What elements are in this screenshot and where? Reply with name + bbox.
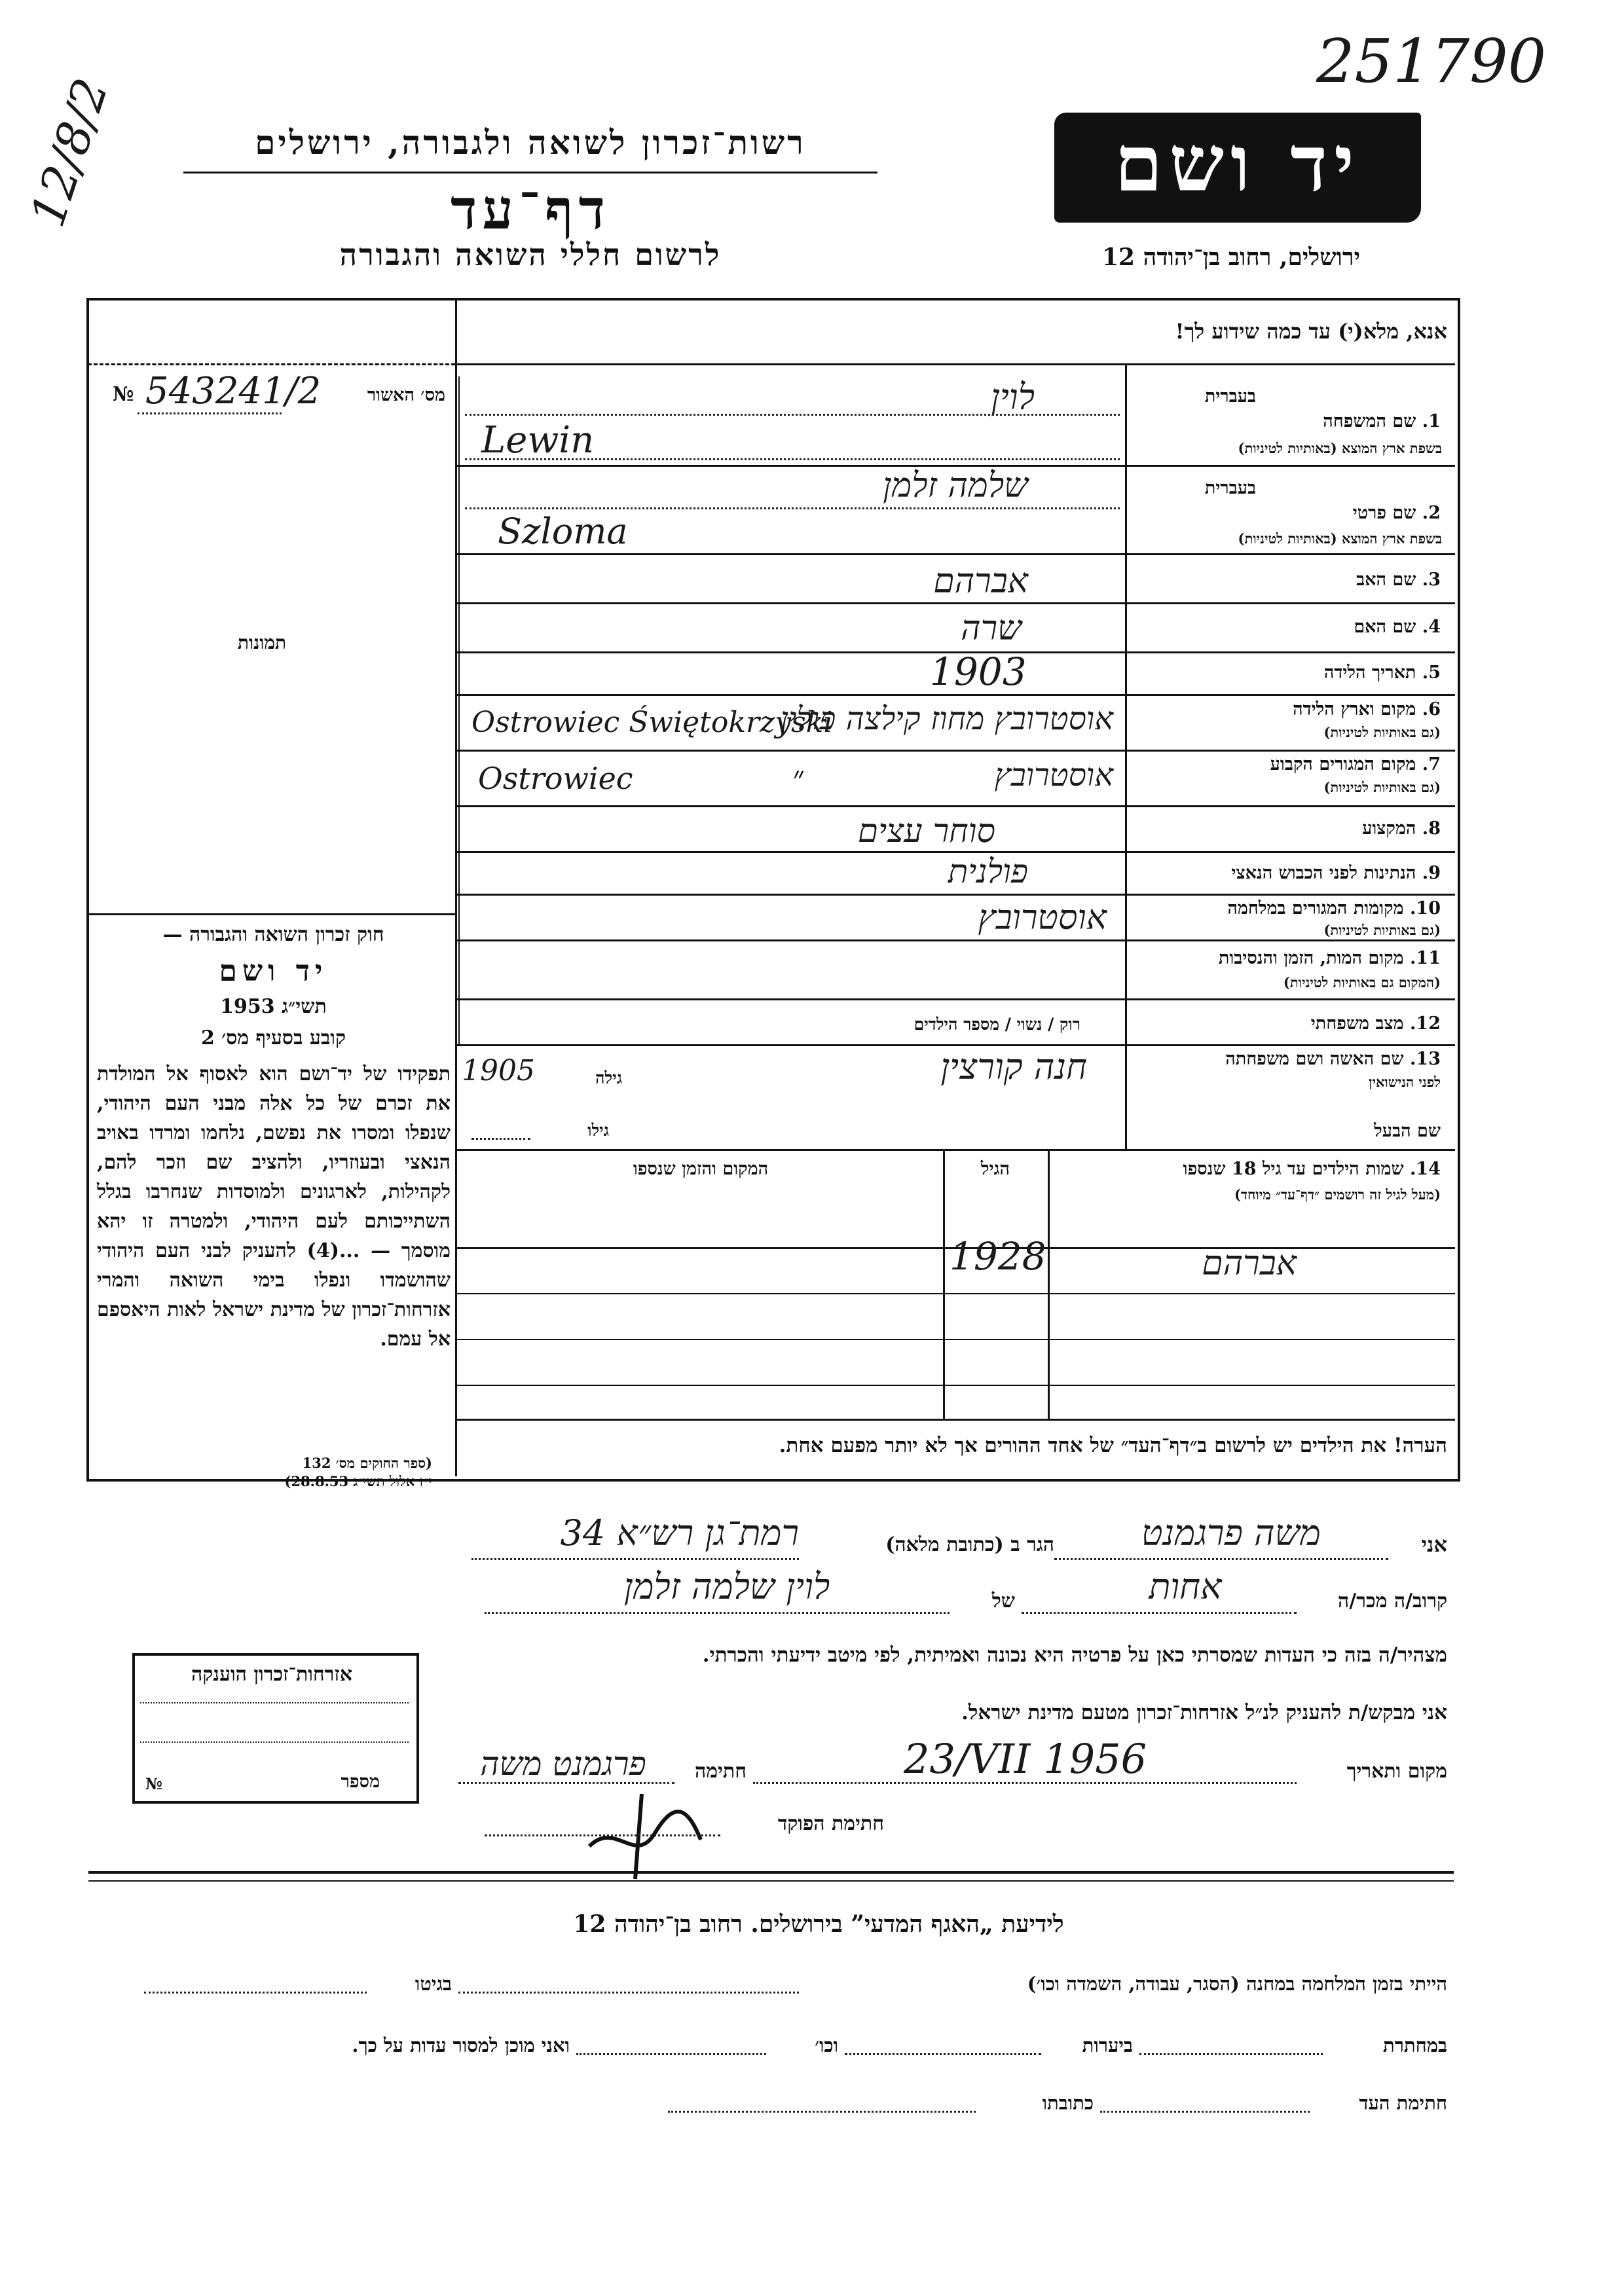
margin-note: 12/8/2 (20, 71, 119, 233)
f1-hebrew-tag: בעברית (1204, 386, 1256, 407)
decl-name: משה פרגמנט (1141, 1512, 1321, 1554)
decl-of-label: של (991, 1590, 1015, 1613)
decl-i-label: אני (1421, 1532, 1447, 1557)
decl-signature-label: חתימה (695, 1760, 747, 1783)
address: ירושלים, רחוב בן־יהודה 12 (1101, 244, 1361, 271)
f9-value: פולנית (948, 852, 1028, 890)
f8-label: 8. המקצוע (1362, 818, 1441, 839)
footer-ghetto: בגיטו (415, 1973, 452, 1995)
law-clause: קובע בסעיף מס׳ 2 (200, 1027, 346, 1049)
law-logo: יד ושם (219, 955, 328, 988)
f10-sub: (גם באותיות לטיניות) (1323, 922, 1441, 938)
f11-label: 11. מקום המות, הזמן והנסיבות (1218, 948, 1441, 968)
f11-sub: (המקום גם באותיות לטיניות) (1283, 974, 1441, 991)
decl-statement: מצהיר/ה בזה כי העדות שמסרתי כאן על פרטיה היא נכונה ואמיתית, לפי מיטב ידיעתי והכרתי. (702, 1643, 1447, 1667)
decl-address: רמת־גן רש״א 34 (560, 1512, 799, 1554)
child-age: 1928 (950, 1234, 1046, 1279)
f7-ditto: ״ (792, 759, 805, 796)
decl-place-date-label: מקום ותאריך (1346, 1760, 1447, 1783)
f2-latin-value: Szloma (498, 511, 628, 552)
f2-sub: בשפת ארץ המוצא (באותיות לטיניות) (1238, 530, 1442, 547)
law-title: חוק זכרון השואה והגבורה — (162, 923, 384, 946)
f5-label: 5. תאריך הלידה (1323, 663, 1441, 683)
f2-label: 2. שם פרטי (1352, 503, 1441, 523)
f2-hebrew-value: שלמה זלמן (883, 466, 1028, 505)
note-text: הערה! את הילדים יש לרשום ב״דף־העד״ של אחד ההורים אך לא יותר מפעם אחת. (779, 1434, 1447, 1457)
page-number-handwritten: 251790 (1316, 26, 1547, 96)
f13-sub: לפני הנישואין (1369, 1074, 1441, 1090)
f3-value: אברהם (933, 562, 1028, 601)
husband-age-label: גילו (587, 1121, 609, 1140)
f13-value: חנה קורצין (940, 1046, 1087, 1087)
footer-witness-signature: חתימת העד (1359, 2092, 1447, 2114)
footer-address: כתובתו (1042, 2092, 1094, 2114)
f10-value: אוסטרובץ (978, 898, 1107, 938)
intro-text: אנא, מלא(י) עד כמה שידוע לך! (1175, 319, 1447, 344)
f7-sub: (גם באותיות לטיניות) (1323, 779, 1441, 795)
approval-label: מס׳ האשור (367, 385, 445, 405)
decl-signature: פרגמנט משה (480, 1745, 646, 1783)
f14-age-col: הגיל (980, 1159, 1010, 1179)
law-year: תשי״ג 1953 (220, 995, 327, 1018)
f3-label: 3. שם האב (1356, 570, 1441, 590)
logo-text: יד ושם (1114, 118, 1361, 209)
f7-latin: Ostrowiec (478, 761, 633, 796)
citizenship-title: אזרחות־זכרון הוענקה (191, 1663, 353, 1686)
citizenship-number-sign: № (145, 1774, 163, 1793)
f13-age-label: גילה (595, 1068, 622, 1087)
citizenship-number-label: מספר (341, 1772, 380, 1792)
decl-request: אני מבקש/ת להעניק לנ״ל אזרחות־זכרון מטעם מדינת ישראל. (961, 1701, 1447, 1724)
f1-hebrew-value: לוין (991, 376, 1035, 418)
yad-vashem-logo (1054, 113, 1421, 223)
decl-relative-label: קרוב/ה מכר/ה (1338, 1590, 1447, 1613)
decl-relation: אחות (1149, 1566, 1222, 1607)
footer-heading: לידיעת „האגף המדעי” בירושלים. רחוב בן־יהודה 12 (573, 1910, 1064, 1938)
decl-living-at: הגר ב (כתובת מלאה) (885, 1533, 1054, 1556)
f6-sub: (גם באותיות לטיניות) (1323, 724, 1441, 740)
law-citation-2: י״ז אלול תשי״ג 28.8.53) (284, 1473, 432, 1489)
f6-label: 6. מקום וארץ הלידה (1293, 699, 1441, 720)
f8-value: סוחר עצים (857, 812, 995, 850)
f13-label: 13. שם האשה ושם משפחתה (1225, 1049, 1441, 1069)
f12-label: 12. מצב משפחתי (1310, 1013, 1441, 1034)
f13-age: 1905 (462, 1054, 535, 1087)
footer-line1: הייתי בזמן המלחמה במחנה (הסגר, עבודה, השמדה וכו׳) (1027, 1973, 1447, 1995)
photo-label: תמונות (237, 632, 287, 653)
approval-number-sign: № (113, 383, 134, 406)
footer-willing: ואני מוכן למסור עדות על כך. (352, 2034, 570, 2056)
authority-line: רשות־זכרון לשואה ולגבורה, ירושלים (255, 123, 806, 162)
f14-place-col: המקום והזמן שנספו (633, 1159, 769, 1179)
law-citation-1: (ספר החוקים מס׳ 132 (302, 1455, 432, 1471)
husband-label: שם הבעל (1374, 1121, 1441, 1141)
f9-label: 9. הנתינות לפני הכבוש הנאצי (1231, 863, 1441, 883)
decl-of-name: לוין שלמה זלמן (623, 1566, 830, 1607)
f14-sub: (מעל לגיל זה רושמים ״דף־עד״ מיוחד) (1234, 1186, 1441, 1203)
child-name: אברהם (1202, 1244, 1297, 1283)
f6-value: אוסטרובץ מחוז קילצה פולין (780, 701, 1113, 737)
f14-label: 14. שמות הילדים עד גיל 18 שנספו (1183, 1159, 1441, 1179)
f7-value: אוסטרובץ (994, 757, 1113, 793)
f6-latin: Ostrowiec Świętokrzyski (471, 706, 833, 739)
form-subtitle: לרשום חללי השואה והגבורה (339, 237, 722, 272)
footer-etc: וכו׳ (815, 2034, 838, 2056)
f1-sub: בשפת ארץ המוצא (באותיות לטיניות) (1238, 440, 1442, 456)
f1-label: 1. שם המשפחה (1323, 411, 1441, 431)
approval-number: 543241/2 (145, 370, 322, 412)
f4-label: 4. שם האם (1354, 617, 1441, 637)
footer-underground: במחתרת (1383, 2034, 1447, 2056)
law-body: תפקידו של יד־ושם הוא לאסוף אל המולדת את זכרם של כל אלה מבני העם היהודי, שנפלו ומסרו את נפשם, נלחמו ומרדו באויב הנאצי ובעוזריו, ולהציב שם וזכר להם, לקהילות, לארגונים ולמוסדות שנחרבו בגלל השתייכותם לעם היהודי, ולמטרה זו יהא מוסמך — ...(4) להעניק לבני העם היהודי שהושמדו ונפלו בימי השואה והמרי אזרחות־זכרון של מדינת ישראל לאות היאספם אל עמם. (97, 1063, 451, 1351)
f7-label: 7. מקום המגורים הקבוע (1270, 754, 1441, 774)
f12-options: רוק / נשוי / מספר הילדים (913, 1015, 1080, 1034)
decl-place-date: 23/VII 1956 (904, 1735, 1147, 1783)
form-title: דף־עד (450, 177, 610, 242)
f5-value: 1903 (930, 649, 1027, 694)
official-signature-scribble (576, 1781, 720, 1886)
footer-forests: ביערות (1082, 2034, 1133, 2056)
f10-label: 10. מקומות המגורים במלחמה (1227, 898, 1441, 919)
f2-hebrew-tag: בעברית (1204, 478, 1256, 498)
decl-official-label: חתימת הפוקד (777, 1812, 884, 1835)
f1-latin-value: Lewin (481, 419, 595, 462)
f4-value: שרה (961, 609, 1022, 648)
